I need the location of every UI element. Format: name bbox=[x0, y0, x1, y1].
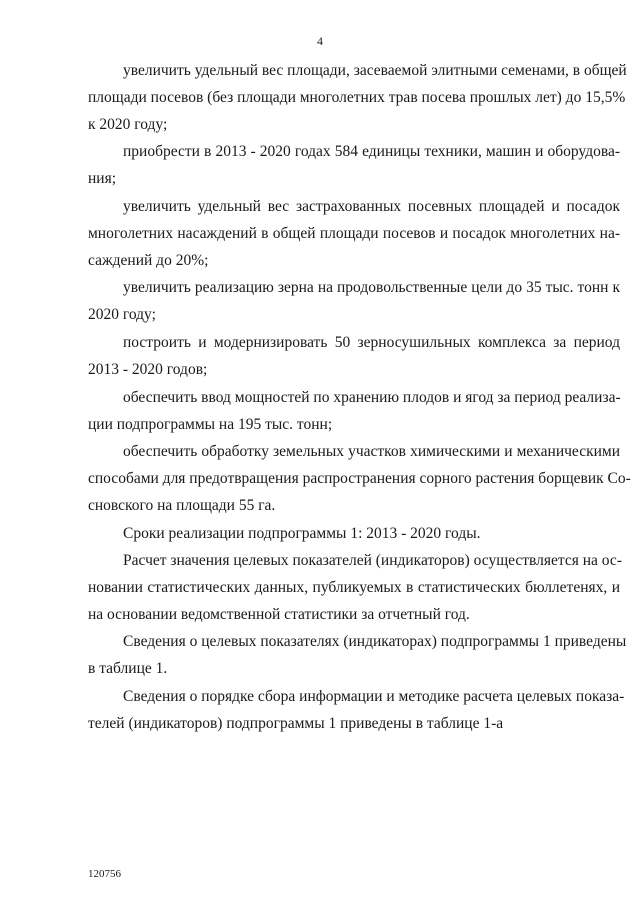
paragraph-line: обеспечить обработку земельных участков химическими и механическими bbox=[123, 443, 620, 460]
paragraph-line: Сведения о порядке сбора информации и методике расчета целевых показа- bbox=[123, 688, 625, 705]
page-number: 4 bbox=[317, 34, 323, 48]
paragraph-line: в таблице 1. bbox=[88, 660, 168, 677]
paragraph-line: увеличить удельный вес площади, засеваемой элитными семенами, в общей bbox=[123, 62, 627, 79]
paragraph-line: приобрести в 2013 - 2020 годах 584 единицы техники, машин и оборудова- bbox=[123, 143, 620, 160]
paragraph-table-1 bbox=[88, 628, 627, 682]
paragraph-grain-sales bbox=[88, 274, 620, 328]
paragraph-line: многолетних насаждений в общей площади посевов и посадок многолетних на- bbox=[88, 225, 620, 242]
paragraph-line: увеличить удельный вес застрахованных посевных площадей и посадок bbox=[123, 198, 620, 215]
paragraph-line: на основании ведомственной статистики за отчетный год. bbox=[88, 606, 470, 623]
paragraph-line: саждений до 20%; bbox=[88, 252, 209, 269]
paragraph-elite-seeds bbox=[88, 57, 627, 138]
paragraph-line: телей (индикаторов) подпрограммы 1 приведены в таблице 1-а bbox=[88, 715, 504, 732]
paragraph-line: Сроки реализации подпрограммы 1: 2013 - 2020 годы. bbox=[123, 525, 481, 542]
paragraph-line: построить и модернизировать 50 зерносушильных комплекса за период bbox=[123, 334, 620, 351]
paragraph-line: способами для предотвращения распространения сорного растения борщевик Со- bbox=[88, 470, 631, 487]
document-code: 120756 bbox=[88, 868, 121, 880]
paragraph-line: Сведения о целевых показателях (индикаторах) подпрограммы 1 приведены bbox=[123, 633, 627, 650]
paragraph-line: ции подпрограммы на 195 тыс. тонн; bbox=[88, 416, 333, 433]
paragraph-grain-dryers bbox=[88, 329, 620, 383]
paragraph-line: Расчет значения целевых показателей (индикаторов) осуществляется на ос- bbox=[123, 552, 622, 569]
paragraph-line: новании статистических данных, публикуемых в статистических бюллетенях, и bbox=[88, 579, 620, 596]
paragraph-line: площади посевов (без площади многолетних трав посева прошлых лет) до 15,5% bbox=[88, 89, 626, 106]
paragraph-line: к 2020 году; bbox=[88, 116, 168, 133]
paragraph-line: увеличить реализацию зерна на продовольственные цели до 35 тыс. тонн к bbox=[123, 279, 620, 296]
paragraph-fruit-storage bbox=[88, 384, 620, 438]
paragraph-hogweed bbox=[88, 438, 631, 519]
paragraph-timeframe bbox=[88, 520, 620, 547]
paragraph-line: 2020 году; bbox=[88, 306, 156, 323]
paragraph-line: 2013 - 2020 годов; bbox=[88, 361, 208, 378]
paragraph-line: ния; bbox=[88, 170, 117, 187]
paragraph-table-1a bbox=[88, 683, 625, 737]
paragraph-line: сновского на площади 55 га. bbox=[88, 497, 276, 514]
paragraph-insurance bbox=[88, 193, 620, 274]
paragraph-line: обеспечить ввод мощностей по хранению плодов и ягод за период реализа- bbox=[123, 389, 621, 406]
paragraph-calculation bbox=[88, 547, 620, 628]
paragraph-machinery bbox=[88, 138, 620, 192]
